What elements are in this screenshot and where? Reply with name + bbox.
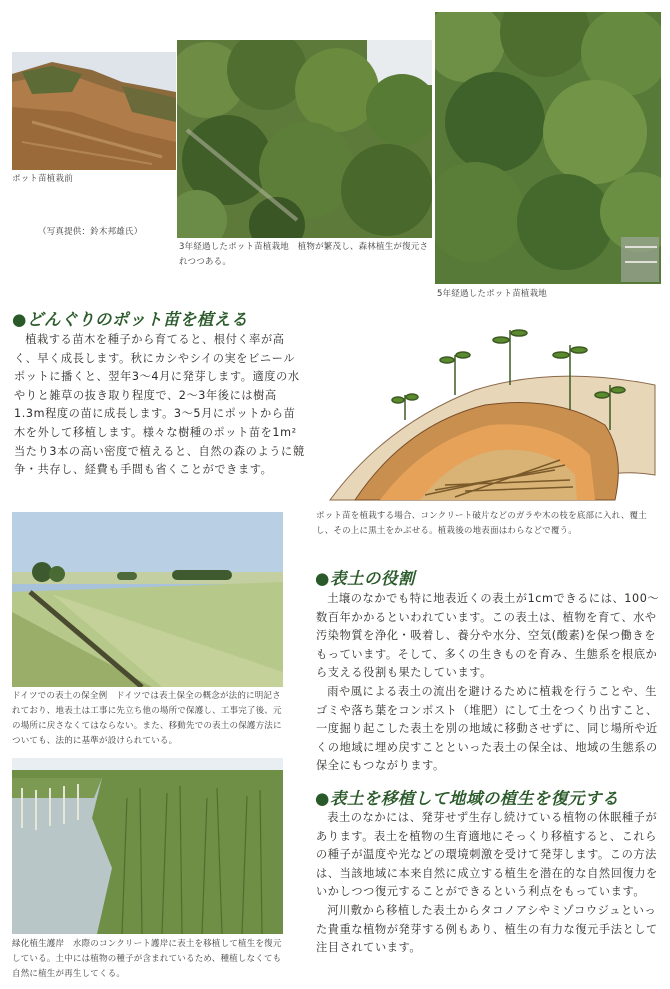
photo-green-revetment [12, 758, 283, 934]
body-topsoil-transplant-p1: 表土のなかには、発芽せず生存し続けている植物の休眠種子があります。表土を植物の生育適地にそっくり移植すると、これらの種子が温度や光などの環境刺激を受けて発芽します。この方法は、当該地域に本来自然に成立する植生を潜在的な自然回復力をいかしつつ復元することができるという利点をもっています。 [316, 811, 658, 899]
body-topsoil-role-p2: 雨や風による表土の流出を避けるために植栽を行うことや、生ゴミや落ち葉をコンポスト（堆肥）にして土をつくり出すこと、一度掘り起こした表土を別の地域に移動させずに、同じ場所や近くの地域に埋め戻すことといった表土の保全は、地域の生態系の保全にもつながります。 [316, 684, 658, 773]
caption-planting-mound: ポット苗を植栽する場合、コンクリート破片などのガラや木の枝を底部に入れ、覆土し、その上に黒土をかぶせる。植栽後の地表面はわらなどで覆う。 [316, 511, 647, 536]
body-topsoil-transplant-p2: 河川敷から移植した表土からタコノアシやミゾコウジュといった貴重な植物が発芽する例もあり、植生の有力な復元手法として注目されています。 [316, 903, 658, 955]
caption-three-years: 3年経過したポット苗植栽地 植物が繁茂し、森林植生が復元されつつある。 [179, 242, 429, 267]
body-topsoil-role [316, 590, 661, 776]
body-topsoil-transplant [316, 809, 661, 958]
photo-germany-topsoil [12, 512, 283, 687]
photo-credit: （写真提供：鈴木邦雄氏） [38, 227, 143, 237]
caption-green-revetment: 緑化植生護岸 水際のコンクリート護岸に表土を移植して植生を復元している。土中には植物の種子が含まれているため、種植しなくても自然に植生が再生してくる。 [12, 939, 282, 979]
heading-topsoil-role: ●表土の役割 [315, 569, 415, 588]
body-topsoil-role-p1: 土壌のなかでも特に地表近くの表土が1cmできるには、100〜数百年かかるといわれています。この表土は、植物を育て、水や汚染物質を浄化・吸着し、養分や水分、空気(酸素)を保つ働きをもっています。そして、多くの生きものを育み、生態系を根底から支える役割も果たしています。 [316, 592, 660, 680]
body-pot-seedlings [14, 331, 306, 480]
caption-before-planting: ポット苗植栽前 [12, 174, 73, 184]
photo-three-years [177, 40, 432, 238]
illustration-planting-mound [325, 315, 663, 507]
caption-five-years: 5年経過したポット苗植栽地 [437, 289, 548, 299]
heading-topsoil-transplant: ●表土を移植して地域の植生を復元する [315, 789, 619, 808]
photo-before-planting [12, 52, 176, 170]
body-pot-seedlings-text: 植栽する苗木を種子から育てると、根付く率が高く、早く成長します。秋にカシやシイの実をビニールポットに播くと、翌年3〜4月に発芽します。適度の水やりと雑草の抜き取り程度で、2〜3年後には樹高1.3m程度の苗に成長します。3〜5月にポットから苗木を外して移植します。様々な樹種のポット苗を1m²当たり3本の高い密度で植えると、自然の森のように競争・共存し、経費も手間も省くことができます。 [14, 333, 305, 477]
heading-pot-seedlings: ●どんぐりのポット苗を植える [12, 310, 248, 329]
photo-five-years [435, 12, 661, 284]
caption-germany-topsoil: ドイツでの表土の保全例 ドイツでは表土保全の概念が法的に明記されており、地表土は工事に先立ち他の場所で保護し、工事完了後、元の場所に戻さなくてはならない。また、移動先での表土の保護方法についても、法的に基準が設けられている。 [12, 691, 282, 746]
